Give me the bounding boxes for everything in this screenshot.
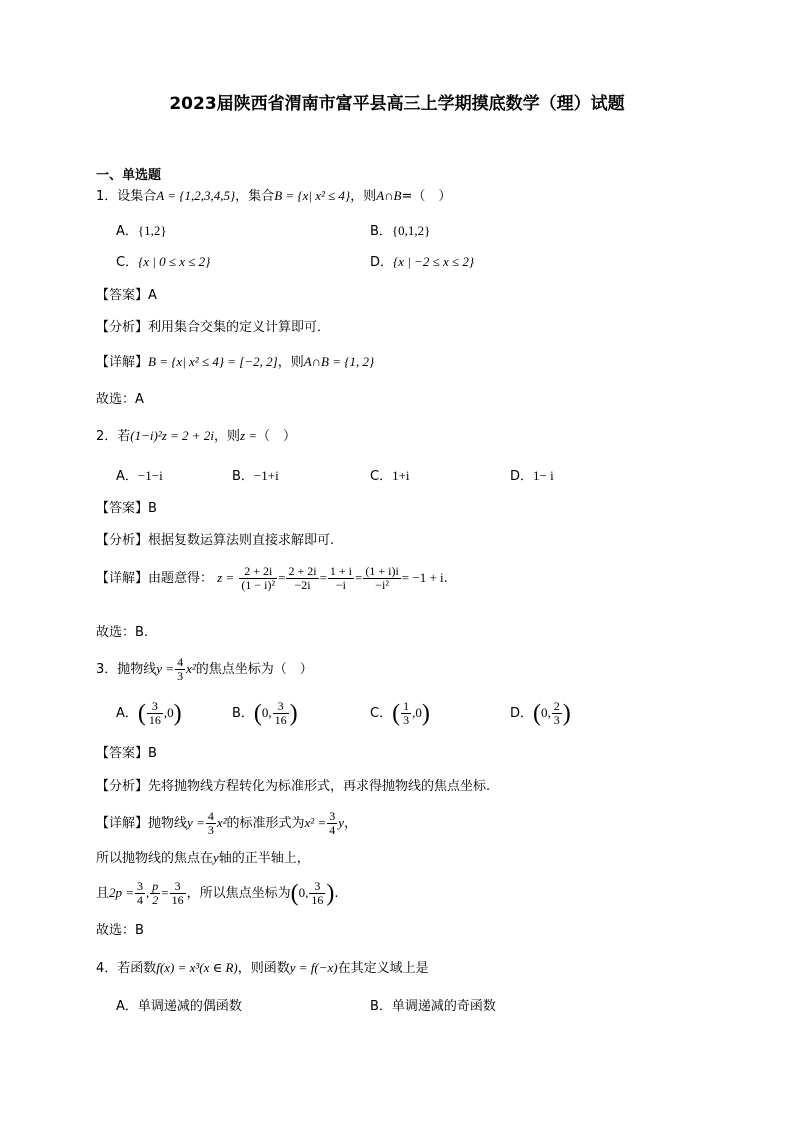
numerator: 1 <box>403 699 410 713</box>
analysis-text: 利用集合交集的定义计算即可． <box>148 320 331 335</box>
q3-choose <box>96 922 144 940</box>
q3-math: y = <box>156 661 175 676</box>
fraction <box>135 880 145 907</box>
numerator: 3 <box>170 880 186 894</box>
denominator: (1 − i)² <box>241 578 276 592</box>
option-key: A． <box>116 224 138 239</box>
choose-label: 故选： <box>96 392 136 407</box>
fraction <box>147 700 163 727</box>
detail-label: 【详解】 <box>96 571 149 586</box>
detail-text: 所以抛物线的焦点在 <box>96 851 214 866</box>
fraction <box>150 880 160 907</box>
detail-text: 抛物线 <box>148 816 188 831</box>
q3-option-b: B．(0, $\frac{3}{16}$ ) <box>232 699 298 727</box>
q1-set-a: A = {1,2,3,4,5} <box>156 188 236 203</box>
q4-option-b <box>370 998 496 1016</box>
answer-label: 【答案】 <box>96 501 149 516</box>
q3-math: x² <box>186 661 196 676</box>
option-text: −1+i <box>253 468 279 483</box>
detail-text: 轴的正半轴上， <box>218 851 310 866</box>
q2-expr: (1−i)²z = 2 + 2i <box>130 428 214 443</box>
q4-text: ，则函数 <box>237 961 290 976</box>
choose-label: 故选： <box>96 625 136 640</box>
question-2 <box>96 427 296 446</box>
numerator: 3 <box>147 700 163 714</box>
answer-value: B <box>148 501 157 516</box>
analysis-text: 根据复数运算法则直接求解即可. <box>148 533 335 548</box>
numerator: 3 <box>309 880 325 894</box>
section-heading: 一、单选题 <box>96 168 162 183</box>
q4-stem: 4．若函数 <box>96 961 157 976</box>
fraction <box>170 880 186 907</box>
denominator: 16 <box>311 893 324 907</box>
q1-expr: A∩B <box>376 188 402 203</box>
fraction <box>273 700 289 727</box>
q3-detail <box>96 810 357 837</box>
detail-math: = −1 + i <box>401 570 444 585</box>
detail-math: x² <box>216 815 227 830</box>
option-text: 1+i <box>392 468 410 483</box>
fraction <box>286 565 318 592</box>
q1-set-b: B = {x| x² ≤ 4} <box>274 188 351 203</box>
q1-option-b <box>370 222 430 241</box>
q1-analysis <box>96 319 330 337</box>
denominator: 16 <box>274 713 287 727</box>
answer-value: B <box>148 746 157 761</box>
numerator: 2 + 2i <box>239 565 277 579</box>
numerator: 4 <box>177 655 184 669</box>
detail-text: 的标准形式为 <box>226 816 305 831</box>
denominator: 2 <box>152 893 159 907</box>
q1-option-a <box>116 222 167 241</box>
fraction <box>328 565 354 592</box>
q1-text: ，则 <box>350 189 377 204</box>
detail-text: ， <box>344 816 358 831</box>
analysis-label: 【分析】 <box>96 320 149 335</box>
q2-option-a <box>116 467 163 486</box>
analysis-text: 先将抛物线方程转化为标准形式，再求得抛物线的焦点坐标. <box>148 779 491 794</box>
detail-math: y = <box>187 815 205 830</box>
option-text: 1− i <box>533 468 554 483</box>
fraction <box>552 700 562 727</box>
q2-analysis <box>96 532 334 550</box>
coord: 0 <box>167 705 174 720</box>
option-text: {x | 0 ≤ x ≤ 2} <box>138 254 211 269</box>
numerator: 2 + 2i <box>288 564 317 578</box>
option-key: A． <box>116 999 138 1014</box>
numerator: 4 <box>207 809 214 823</box>
option-key: C． <box>370 706 393 721</box>
numerator: 3 <box>137 879 144 893</box>
q2-answer <box>96 500 157 518</box>
q3-answer <box>96 745 157 763</box>
q2-stem: 2．若 <box>96 429 131 444</box>
analysis-label: 【分析】 <box>96 533 149 548</box>
q3-stem: 3．抛物线 <box>96 662 157 677</box>
q2-detail: 【详解】由题意得： z = $\frac{2 + 2i}{\text{(1 − i)²}}$ = $\frac{2 + 2i}{-2i}$ = $\frac{1 + i}{-i}$ = $\frac{(1 + i)i}{\text{−i²}}$ = −1 + i. <box>96 564 448 592</box>
choose-value: A <box>135 392 144 407</box>
question-1 <box>96 187 451 206</box>
detail-math: B = {x| x² ≤ 4} = [−2, 2] <box>148 354 278 369</box>
q1-option-c <box>116 253 210 272</box>
option-text: {1,2} <box>137 223 167 238</box>
q2-option-b <box>232 467 279 486</box>
fraction <box>327 810 337 837</box>
q1-text: ，集合 <box>235 189 275 204</box>
detail-math: z = <box>217 570 235 585</box>
coord: 0 <box>415 705 422 720</box>
denominator: 3 <box>207 823 214 837</box>
q3-option-a: A．( $\frac{3}{16}$ ,0) <box>116 699 182 727</box>
q2-option-c <box>370 467 410 486</box>
q3-analysis <box>96 778 490 796</box>
option-text: 单调递减的奇函数 <box>391 999 496 1014</box>
q3-detail-line3: 且2p = $\frac{3}{4}$ , $\frac{p}{2}$ = $\frac{3}{16}$ ，所以焦点坐标为(0, $\frac{3}{16}$ ). <box>96 879 339 907</box>
q1-choose <box>96 391 144 409</box>
q1-detail <box>96 353 374 372</box>
denominator: 3 <box>403 713 410 727</box>
answer-value: A <box>148 288 157 303</box>
denominator: 4 <box>329 823 336 837</box>
q3-text: 的焦点坐标为（ ） <box>195 662 313 677</box>
fraction <box>239 565 277 592</box>
option-text: {x | −2 ≤ x ≤ 2} <box>393 254 475 269</box>
numerator: 3 <box>273 700 289 714</box>
page-title: 2023届陕西省渭南市富平县高三上学期摸底数学（理）试题 <box>169 94 625 114</box>
fraction <box>175 656 185 683</box>
coord: 0 <box>541 705 548 720</box>
denominator: 3 <box>553 713 560 727</box>
detail-label: 【详解】 <box>96 355 149 370</box>
q2-choose <box>96 624 148 642</box>
option-key: C． <box>370 469 393 484</box>
choose-value: B <box>135 923 144 938</box>
detail-text: 且 <box>96 886 110 901</box>
denominator: −i² <box>375 578 389 592</box>
q1-answer <box>96 287 157 305</box>
option-text: 单调递减的偶函数 <box>137 999 242 1014</box>
denominator: 4 <box>137 893 144 907</box>
detail-math: x² = <box>304 815 327 830</box>
q2-z: z = <box>239 428 258 443</box>
q3-option-d: D．(0, $\frac{2}{3}$ ) <box>510 699 571 727</box>
option-text: {0,1,2} <box>391 223 431 238</box>
analysis-label: 【分析】 <box>96 779 149 794</box>
fraction <box>401 700 411 727</box>
q4-option-a <box>116 998 242 1016</box>
fraction <box>309 880 325 907</box>
option-key: B． <box>232 469 254 484</box>
fraction <box>363 565 400 592</box>
numerator: 2 <box>553 699 560 713</box>
detail-math: 2p = <box>109 885 135 900</box>
option-key: A． <box>116 706 138 721</box>
option-key: A． <box>116 469 138 484</box>
question-4 <box>96 959 429 978</box>
question-3 <box>96 656 313 683</box>
answer-label: 【答案】 <box>96 746 149 761</box>
denominator: −i <box>335 578 347 592</box>
option-key: B． <box>370 999 392 1014</box>
q1-text: =（ ） <box>401 189 452 204</box>
denominator: −2i <box>294 578 311 592</box>
detail-math: y <box>213 850 219 865</box>
numerator: (1 + i)i <box>365 564 399 578</box>
option-key: D． <box>510 469 534 484</box>
numerator: p <box>152 879 159 893</box>
denominator: 16 <box>148 713 161 727</box>
denominator: 3 <box>177 669 184 683</box>
answer-label: 【答案】 <box>96 288 149 303</box>
q3-option-c: C．( $\frac{1}{3}$ ,0) <box>370 699 430 727</box>
detail-math: y <box>338 815 344 830</box>
option-key: C． <box>116 255 139 270</box>
q1-option-d <box>370 253 474 272</box>
detail-text: 由题意得： <box>148 571 214 586</box>
option-key: B． <box>232 706 254 721</box>
detail-text: ，则 <box>277 355 304 370</box>
option-key: D． <box>510 706 534 721</box>
numerator: 1 + i <box>329 564 353 578</box>
detail-math: A∩B = {1, 2} <box>303 354 375 369</box>
q3-detail-line2 <box>96 849 310 868</box>
coord: 0 <box>261 705 269 720</box>
detail-label: 【详解】 <box>96 816 149 831</box>
detail-text: ，所以焦点坐标为 <box>186 886 291 901</box>
choose-label: 故选： <box>96 923 136 938</box>
detail-math: = <box>161 885 169 900</box>
option-key: B． <box>370 224 392 239</box>
q4-math: y = f(−x) <box>289 960 338 975</box>
numerator: 3 <box>329 809 336 823</box>
q2-text: （ ） <box>257 429 297 444</box>
q1-stem: 1．设集合 <box>96 189 157 204</box>
option-text: −1−i <box>137 468 163 483</box>
fraction <box>206 810 216 837</box>
denominator: 16 <box>171 893 184 907</box>
q2-text: ，则 <box>213 429 240 444</box>
q4-math: f(x) = x³ <box>156 960 200 975</box>
choose-value: B. <box>135 625 149 640</box>
q4-text: 在其定义域上是 <box>337 961 429 976</box>
q4-math: (x ∈ R) <box>199 960 238 975</box>
q2-option-d <box>510 467 554 486</box>
option-key: D． <box>370 255 394 270</box>
